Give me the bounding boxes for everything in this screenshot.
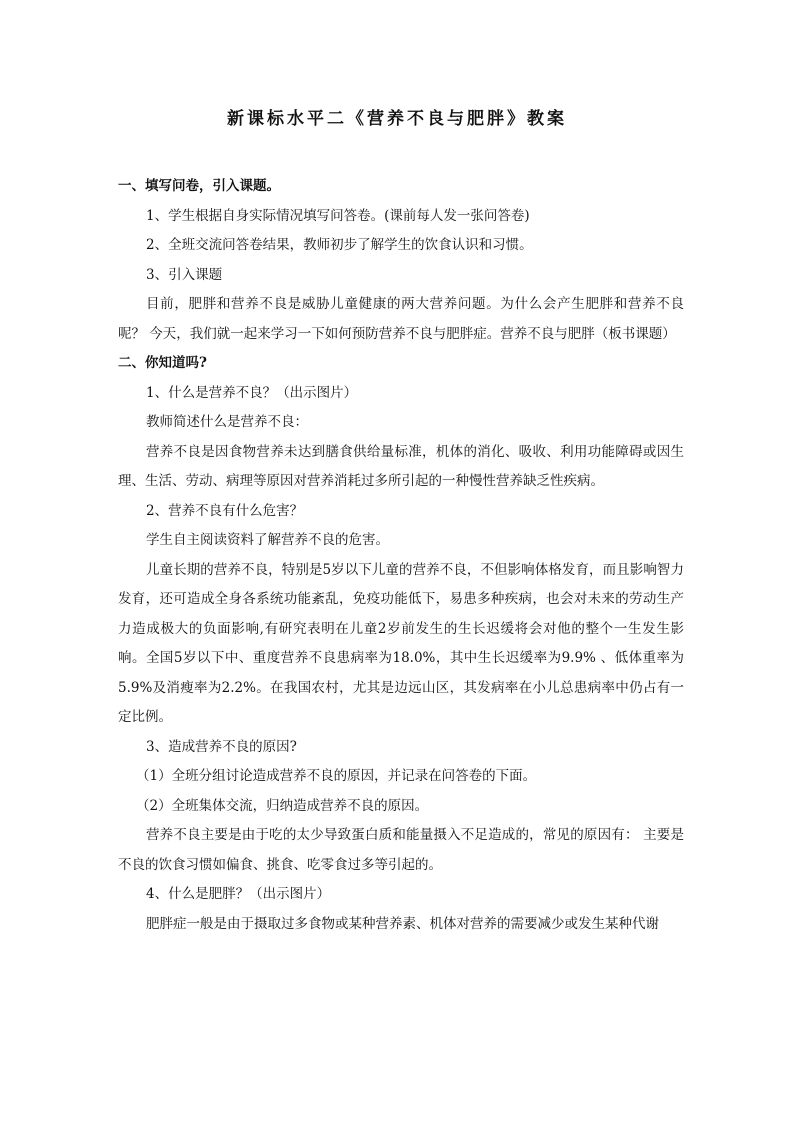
list-item: （2）全班集体交流，归纳造成营养不良的原因。 [136,797,429,814]
paragraph: 营养不良主要是由于吃的太少导致蛋白质和能量摄入不足造成的，常见的原因有： 主要是不良的饮食习惯如偏食、挑食、吃零食过多等引起的。 [118,827,684,873]
list-item: （1）全班分组讨论造成营养不良的原因，并记录在问答卷的下面。 [136,768,537,784]
section-heading: 一、填写问卷，引入课题。 [118,178,280,194]
paragraph: 3、造成营养不良的原因? [146,738,297,755]
document-title: 新课标水平二《营养不良与肥胖》教案 [227,109,567,129]
paragraph: 儿童长期的营养不良，特别是5岁以下儿童的营养不良，不但影响体格发育，而且影响智力发育，还可造成全身各系统功能紊乱，免疫功能低下，易患多种疾病，也会对未来的劳动生产力造成极大的负面影响,有研究表明在儿童2岁前发生的生长迟缓将会对他的整个一生发生影响。全国5岁以下中、重度营养不良患病率为18.0%，其中生长迟缓率为9.9% 、低体重率为5.9%及消瘦率为2.2%。在我国农村，尤其是边远山区，其发病率在小儿总患病率中仍占有一定比例。 [118,561,684,725]
section-heading: 二、你知道吗? [118,355,207,371]
document-body [118,172,684,939]
paragraph: 肥胖症一般是由于摄取过多食物或某种营养素、机体对营养的需要减少或发生某种代谢 [146,915,659,932]
paragraph: 4、什么是肥胖？（出示图片） [146,886,331,902]
paragraph: 2、营养不良有什么危害？ [146,502,304,519]
paragraph: 目前，肥胖和营养不良是威胁儿童健康的两大营养问题。为什么会产生肥胖和营养不良呢？ 今天，我们就一起来学习一下如何预防营养不良与肥胖症。营养不良与肥胖（板书课题） [118,296,684,342]
paragraph: 学生自主阅读资料了解营养不良的危害。 [146,532,389,548]
paragraph: 1、学生根据自身实际情况填写问答卷。(课前每人发一张问答卷) [146,207,530,224]
paragraph: 3、引入课题 [146,266,223,283]
paragraph: 2、全班交流问答卷结果，教师初步了解学生的饮食认识和习惯。 [146,237,533,253]
paragraph: 教师简述什么是营养不良： [146,414,308,430]
paragraph: 营养不良是因食物营养未达到膳食供给量标准，机体的消化、吸收、利用功能障碍或因生理、生活、劳动、病理等原因对营养消耗过多所引起的一种慢性营养缺乏性疾病。 [118,443,684,489]
paragraph: 1、什么是营养不良？（出示图片） [146,384,358,401]
